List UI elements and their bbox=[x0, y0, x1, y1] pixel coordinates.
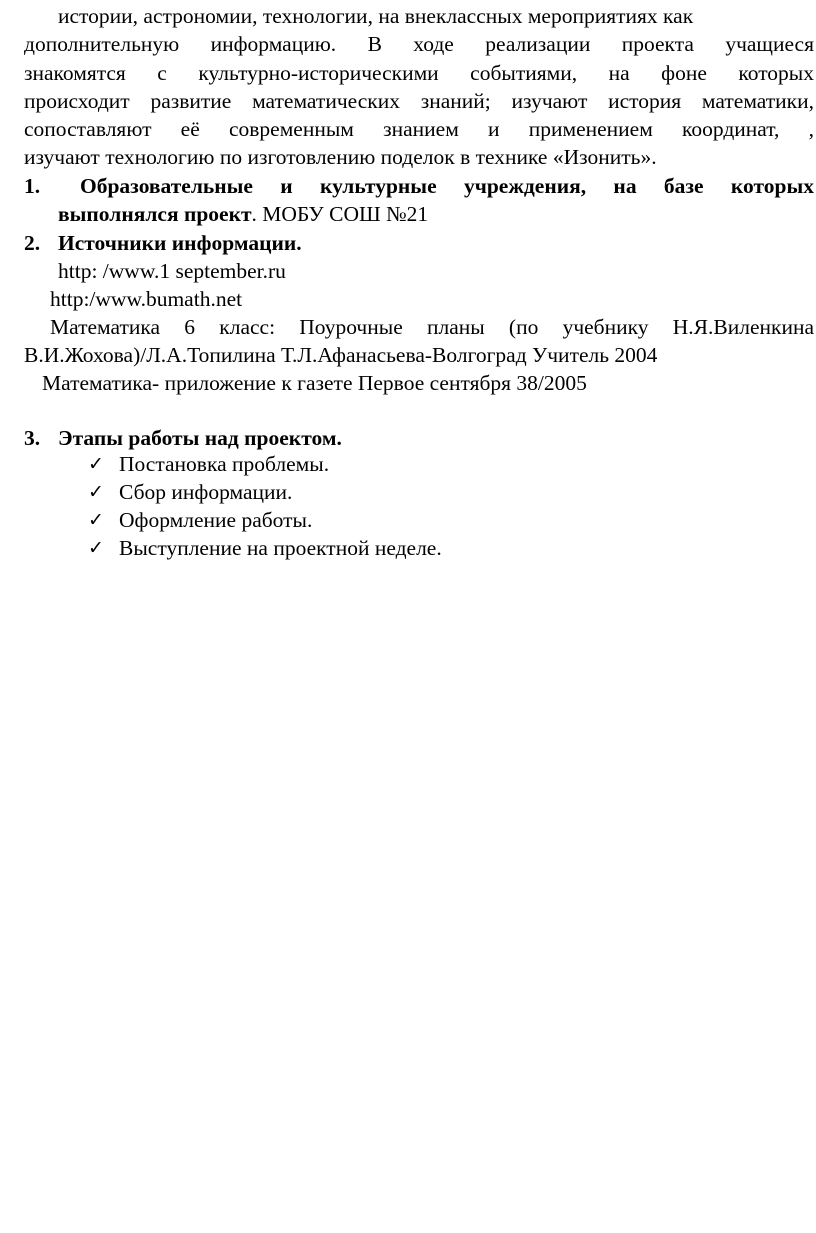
section-2-number: 2. bbox=[24, 231, 41, 255]
intro-line-3: знакомятся с культурно-историческими событиями, на фоне которых bbox=[24, 61, 814, 85]
section-1-number: 1. bbox=[24, 174, 41, 198]
section-2-heading: Источники информации. bbox=[58, 231, 302, 255]
intro-line-1: истории, астрономии, технологии, на внеклассных мероприятиях как bbox=[58, 4, 694, 28]
intro-line-4: происходит развитие математических знаний; изучают история математики, bbox=[24, 89, 814, 113]
newspaper-source: Математика- приложение к газете Первое сентября 38/2005 bbox=[42, 371, 587, 395]
section-1-heading-line-1: Образовательные и культурные учреждения, на базе которых bbox=[80, 174, 814, 198]
source-link-1: http: /www.1 september.ru bbox=[58, 259, 286, 283]
check-icon: ✓ bbox=[88, 537, 104, 559]
section-1-heading-end: выполнялся проект bbox=[58, 202, 252, 226]
check-icon: ✓ bbox=[88, 509, 104, 531]
section-1-heading-line-2 bbox=[58, 200, 428, 228]
check-icon: ✓ bbox=[88, 453, 104, 475]
stage-item: Выступление на проектной неделе. bbox=[119, 536, 442, 560]
intro-line-6: изучают технологию по изготовлению поделок в технике «Изонить». bbox=[24, 145, 657, 169]
section-3-number: 3. bbox=[24, 426, 41, 450]
intro-line-5: сопоставляют её современным знанием и применением координат, , bbox=[24, 117, 814, 141]
stage-item: Оформление работы. bbox=[119, 508, 313, 532]
section-3-heading: Этапы работы над проектом. bbox=[58, 426, 342, 450]
intro-line-2: дополнительную информацию. В ходе реализации проекта учащиеся bbox=[24, 32, 814, 56]
stage-item: Сбор информации. bbox=[119, 480, 293, 504]
source-link-2: http:/www.bumath.net bbox=[50, 287, 243, 311]
book-line-1: Математика 6 класс: Поурочные планы (по учебнику Н.Я.Виленкина bbox=[50, 315, 814, 339]
stage-item: Постановка проблемы. bbox=[119, 452, 330, 476]
check-icon: ✓ bbox=[88, 481, 104, 503]
book-line-2: В.И.Жохова)/Л.А.Топилина Т.Л.Афанасьева-Волгоград Учитель 2004 bbox=[24, 343, 658, 367]
section-1-value: . МОБУ СОШ №21 bbox=[251, 202, 429, 226]
